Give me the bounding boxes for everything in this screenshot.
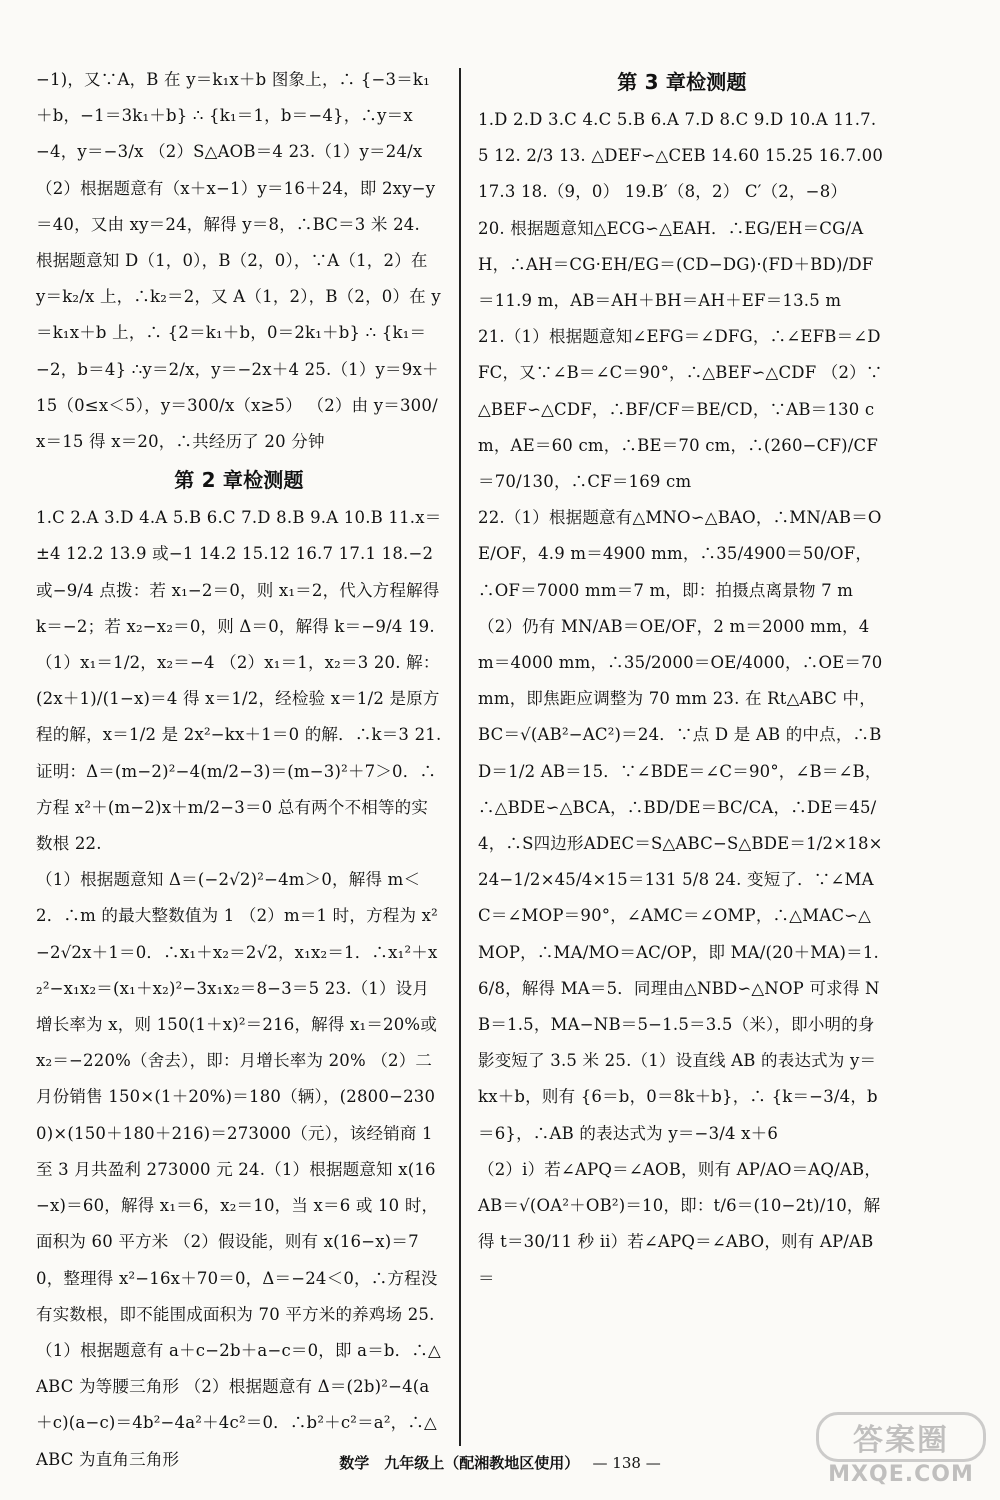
answer-text-block: （2）ⅰ）若∠APQ＝∠AOB，则有 AP/AO＝AQ/AB，AB＝√(OA²＋OB²)＝10，即：t/6＝(10−2t)/10，解得 t＝30/11 秒 ⅱ）若∠APQ＝∠ABO，则有 AP/AB＝ [478,1159,882,1288]
page-number: — 138 — [592,1454,661,1472]
answer-text-block: 22.（1）根据题意有△MNO∽△BAO，∴MN/AB＝OE/OF，4.9 m＝4900 mm，∴35/4900＝50/OF，∴OF＝7000 mm＝7 m，即：拍摄点离景物 7 m （2）仍有 MN/AB＝OE/OF，2 m＝2000 mm，4 m＝4000 mm，∴35/2000＝OE/4000，∴OE＝70 mm，即焦距应调整为 70 mm 23. 在 Rt△ABC 中，BC＝√(AB²−AC²)＝24．∵点 D 是 AB 的中点，∴BD＝1/2 AB＝15．∵∠BDE＝∠C＝90°，∠B＝∠B，∴△BDE∽△BCA，∴BD/DE＝BC/CA，∴DE＝45/4，∴S四边形ADEC＝S△ABC−S△BDE＝1/2×18×24−1/2×45/4×15＝131 5/8 24. 变短了．∵∠MAC＝∠MOP＝90°，∠AMC＝∠OMP，∴△MAC∽△MOP，∴MA/MO＝AC/OP，即 MA/(20＋MA)＝1.6/8，解得 MA＝5．同理由△NBD∽△NOP 可求得 NB＝1.5，MA−NB＝5−1.5＝3.5（米），即小明的身影变短了 3.5 米 25.（1）设直线 AB 的表达式为 y＝kx＋b，则有 {6＝b，0＝8k＋b}，∴ {k＝−3/4，b＝6}，∴AB 的表达式为 y＝−3/4 x＋6 [478,508,883,1143]
right-column [478,62,886,1297]
watermark-logo-text: 答案圈 [816,1412,986,1462]
chapter-3-heading: 第 3 章检测题 [617,70,747,94]
left-column [36,62,442,1478]
answer-text-block: −1)，又∵A，B 在 y＝k₁x＋b 图象上，∴ {−3＝k₁＋b，−1＝3k₁＋b} ∴ {k₁＝1，b＝−4}，∴y＝x−4，y＝−3/x （2）S△AOB＝4 23.（1）y＝24/x （2）根据题意有（x＋x−1）y＝16＋24，即 2xy−y＝40，又由 xy＝24，解得 y＝8，∴BC＝3 米 24. 根据题意知 D（1，0），B（2，0），∵A（1，2）在 y＝k₂/x 上，∴k₂＝2，又 A（1，2），B（2，0）在 y＝k₁x＋b 上，∴ {2＝k₁＋b，0＝2k₁＋b} ∴ {k₁＝−2，b＝4} ∴y＝2/x，y＝−2x＋4 25.（1）y＝9x＋15（0≤x＜5），y＝300/x（x≥5） （2）由 y＝300/x＝15 得 x＝20，∴共经历了 20 分钟 [36,70,441,452]
answer-text-block: 21.（1）根据题意知∠EFG＝∠DFG，∴∠EFB＝∠DFC，又∵∠B＝∠C＝90°，∴△BEF∽△CDF （2）∵△BEF∽△CDF，∴BF/CF＝BE/CD，∵AB＝130 cm，AE＝60 cm，∴BE＝70 cm，∴(260−CF)/CF＝70/130，∴CF＝169 cm [478,327,883,492]
answer-text-block: 1.C 2.A 3.D 4.A 5.B 6.C 7.D 8.B 9.A 10.B 11.x＝±4 12.2 13.9 或−1 14.2 15.12 16.7 17.1 18.−2 或−9/4 点拨：若 x₁−2＝0，则 x₁＝2，代入方程解得 k＝−2；若 x₂−x₂＝0，则 Δ＝0，解得 k＝−9/4 19.（1）x₁＝1/2，x₂＝−4 （2）x₁＝1，x₂＝3 20. 解：(2x＋1)/(1−x)＝4 得 x＝1/2，经检验 x＝1/2 是原方程的解，x＝1/2 是 2x²−kx＋1＝0 的解．∴k＝3 21. 证明：Δ＝(m−2)²−4(m/2−3)＝(m−3)²＋7＞0．∴方程 x²＋(m−2)x＋m/2−3＝0 总有两个不相等的实数根 22. [36,508,442,854]
watermark-url: MXQE.COM [828,1462,974,1487]
footer-subject: 数学 九年级上（配湘教地区使用） [339,1454,580,1472]
answer-text-block: 1.D 2.D 3.C 4.C 5.B 6.A 7.D 8.C 9.D 10.A 11.7.5 12. 2/3 13. △DEF∽△CEB 14.60 15.25 16.7.00 17.3 18.（9，0） 19.B′（8，2） C′（2，−8） [478,110,884,202]
watermark-logo [816,1412,986,1487]
column-divider [459,68,461,1446]
answer-text-block: 20. 根据题意知△ECG∽△EAH．∴EG/EH＝CG/AH，∴AH＝CG·EH/EG＝(CD−DG)·(FD＋BD)/DF＝11.9 m，AB＝AH＋BH＝AH＋EF＝13.5 m [478,218,874,311]
chapter-2-heading: 第 2 章检测题 [174,468,304,493]
answer-text-block: （1）根据题意知 Δ＝(−2√2)²−4m＞0，解得 m＜2．∴m 的最大整数值为 1 （2）m＝1 时，方程为 x²−2√2x＋1＝0．∴x₁＋x₂＝2√2，x₁x₂＝1．∴x₁²＋x₂²−x₁x₂＝(x₁＋x₂)²−3x₁x₂＝8−3＝5 23.（1）设月增长率为 x，则 150(1＋x)²＝216，解得 x₁＝20%或 x₂＝−220%（舍去），即：月增长率为 20% （2）二月份销售 150×(1＋20%)＝180（辆），(2800−2300)×(150＋180＋216)＝273000（元），该经销商 1 至 3 月共盈利 273000 元 24.（1）根据题意知 x(16−x)＝60，解得 x₁＝6，x₂＝10，当 x＝6 或 10 时，面积为 60 平方米 （2）假设能，则有 x(16−x)＝70，整理得 x²−16x＋70＝0，Δ＝−24＜0，∴方程没有实数根，即不能围成面积为 70 平方米的养鸡场 25.（1）根据题意有 a＋c−2b＋a−c＝0，即 a＝b．∴△ABC 为等腰三角形 （2）根据题意有 Δ＝(2b)²−4(a＋c)(a−c)＝4b²−4a²＋4c²＝0．∴b²＋c²＝a²，∴△ABC 为直角三角形 [36,870,441,1469]
